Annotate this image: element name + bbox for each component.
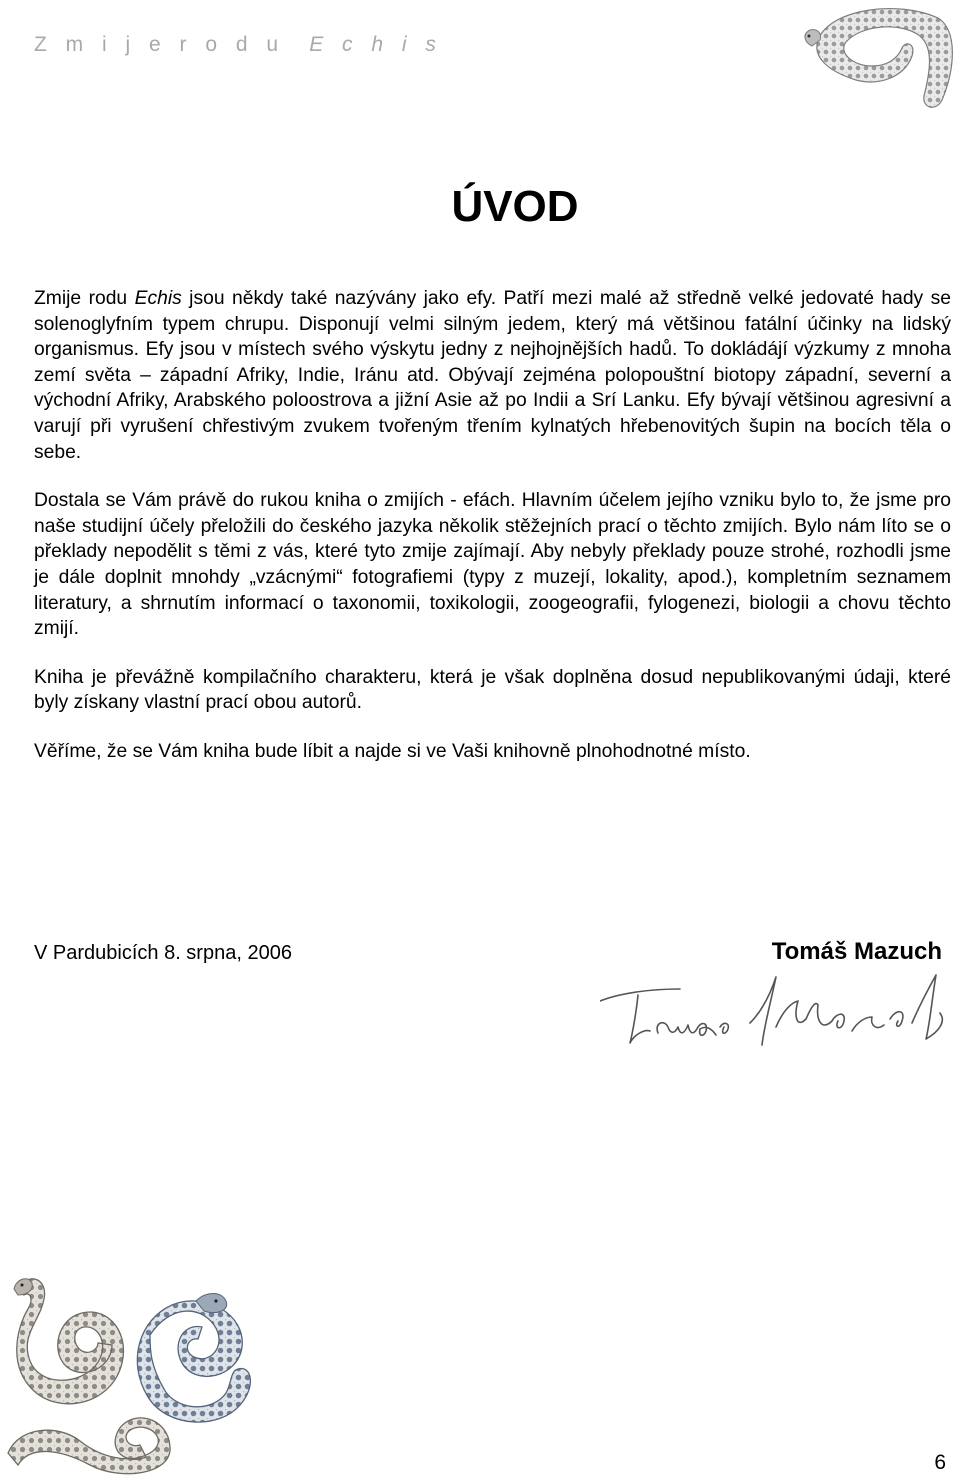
genus-name: Echis (134, 288, 182, 309)
paragraph-intro (34, 286, 951, 465)
running-header-prefix: Z m i j e r o d u (34, 33, 285, 56)
snake-illustration-bottom (0, 1265, 270, 1482)
page-number: 6 (934, 1451, 946, 1474)
body-text (34, 286, 951, 765)
running-header-genus: E c h i s (309, 33, 443, 56)
signature-image (600, 965, 950, 1065)
paragraph-character: Kniha je převážně kompilačního charakteru, která je však doplněna dosud nepublikovanými údaji, které byly získany vlastní prací obou autorů. (34, 666, 951, 714)
place-date: V Pardubicích 8. srpna, 2006 (34, 942, 292, 964)
running-header (34, 33, 442, 57)
author-name: Tomáš Mazuch (771, 938, 942, 965)
snake-illustration-top (790, 0, 960, 115)
page-title: ÚVOD (451, 182, 579, 231)
paragraph-closing: Věříme, že se Vám kniha bude líbit a najde si ve Vaši knihovně plnohodnotné místo. (34, 740, 751, 762)
paragraph-intro-start: Zmije rodu (34, 288, 135, 309)
paragraph-purpose: Dostala se Vám právě do rukou kniha o zmijích - efách. Hlavním účelem jejího vzniku bylo to, že jsme pro naše studijní účely přeložili do českého jazyka několik stěžejních prací o těchto zmijích. Bylo nám líto se o překlady nepodělit s těmi z vás, které tyto zmije zajímají. Aby nebyly překlady pouze strohé, rozhodli jsme je dále doplnit mnohdy „vzácnými“ fotografiemi (typy z muzejí, lokality, apod.), kompletním seznamem literatury, a shrnutím informací o taxonomii, toxikologii, zoogeografii, fylogenezi, biologii a chovu těchto zmijí. (34, 490, 951, 640)
paragraph-intro-rest: jsou někdy také nazývány jako efy. Patří mezi malé až středně velké jedovaté hady se solenoglyfním typem chrupu. Disponují velmi silným jedem, který má většinou fatální účinky na lidský organismus. Efy jsou v místech svého výskytu jedny z nejhojnějších hadů. To dokládájí výzkumy z mnoha zemí světa – západní Afriky, Indie, Iránu atd. Obývají zejména polopouštní biotopy západní, severní a východní Afriky, Arabského poloostrova a jižní Asie až po Indii a Srí Lanku. Efy bývají většinou agresivní a varují při vyrušení chřestivým zvukem tvořeným třením kylnatých hřebenovitých šupin na bocích těla o sebe. (34, 288, 951, 463)
